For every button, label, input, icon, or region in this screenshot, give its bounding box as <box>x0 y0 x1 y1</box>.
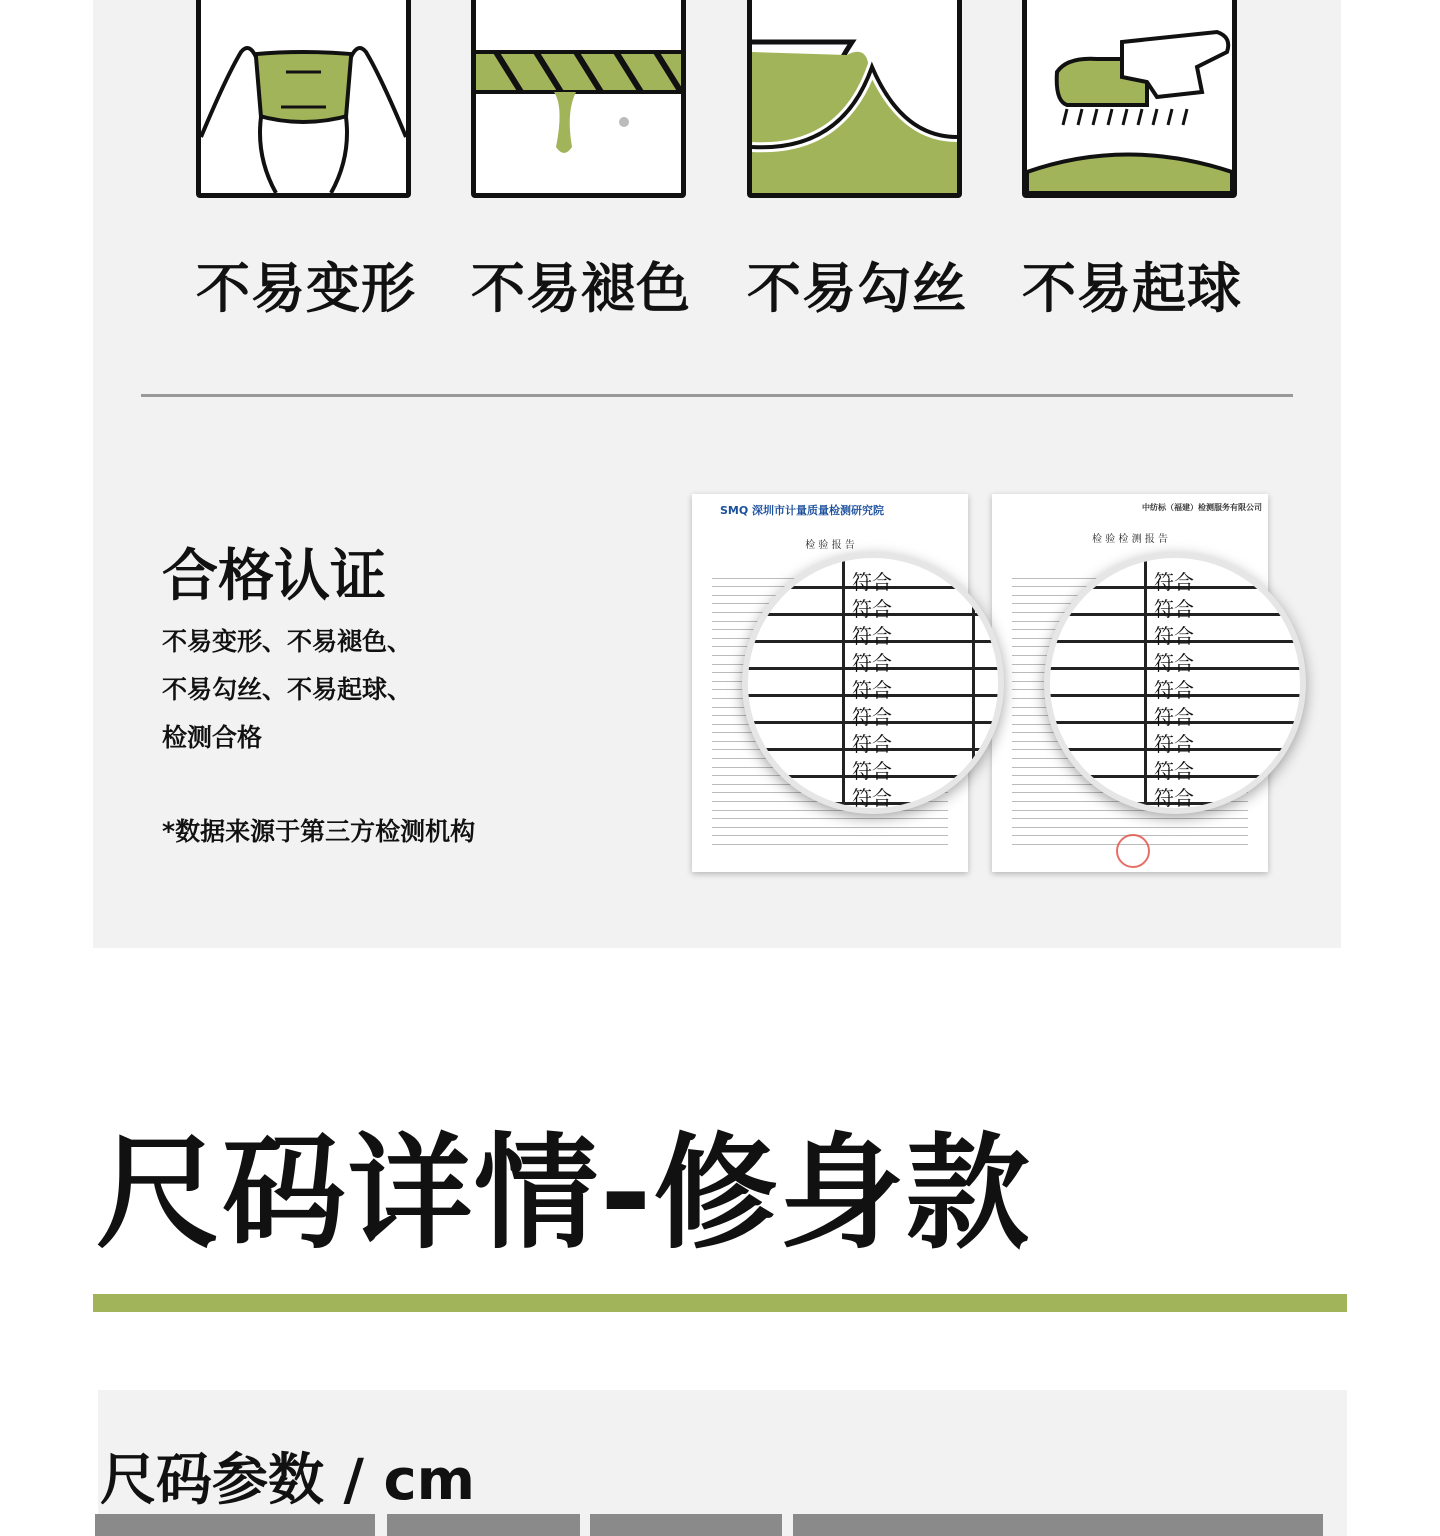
feature-label: 不易变形 <box>196 257 416 320</box>
size-section-heading: 尺码详情-修身款 <box>96 1122 1032 1266</box>
result-cell: 符合 <box>852 705 892 729</box>
result-cell: 符合 <box>1154 732 1194 756</box>
official-seal <box>1116 834 1150 868</box>
result-cell: 符合 <box>852 732 892 756</box>
feature-label: 不易褪色 <box>471 257 691 320</box>
table-header-cell <box>95 1514 375 1536</box>
report-org: 中纺标（福建）检测服务有限公司 <box>1142 503 1262 512</box>
result-cell: 符合 <box>852 678 892 702</box>
report-title: 检 验 检 测 报 告 <box>1092 534 1168 545</box>
magnifier-lens <box>1044 552 1306 814</box>
snag-thread-icon <box>747 0 962 198</box>
data-source-note: *数据来源于第三方检测机构 <box>162 817 476 846</box>
result-cell: 符合 <box>1154 678 1194 702</box>
table-header-cell <box>793 1514 1323 1536</box>
result-cell: 符合 <box>852 570 892 594</box>
stretch-fabric-icon <box>196 0 411 198</box>
result-cell: 符合 <box>1154 786 1194 810</box>
report-title: 检 验 报 告 <box>805 540 855 551</box>
table-header-cell <box>590 1514 782 1536</box>
result-cell: 符合 <box>852 759 892 783</box>
section-divider <box>141 394 1293 397</box>
result-cell: 符合 <box>852 651 892 675</box>
result-cell: 符合 <box>1154 759 1194 783</box>
result-cell: 符合 <box>852 786 892 810</box>
table-header-cell <box>387 1514 580 1536</box>
result-cell: 符合 <box>1154 624 1194 648</box>
certification-line: 不易勾丝、不易起球、 <box>162 675 413 704</box>
dye-drip-icon <box>471 0 686 198</box>
brush-pilling-icon <box>1022 0 1237 198</box>
certification-line: 不易变形、不易褪色、 <box>162 627 413 656</box>
report-org: SMQ 深圳市计量质量检测研究院 <box>720 504 885 517</box>
result-cell: 符合 <box>1154 570 1194 594</box>
accent-bar <box>93 1294 1347 1312</box>
certification-title: 合格认证 <box>162 544 386 609</box>
result-cell: 符合 <box>1154 651 1194 675</box>
feature-label: 不易勾丝 <box>747 257 967 320</box>
size-params-title: 尺码参数 / cm <box>100 1448 475 1513</box>
result-cell: 符合 <box>852 624 892 648</box>
certification-line: 检测合格 <box>162 723 263 752</box>
result-cell: 符合 <box>852 597 892 621</box>
magnifier-lens <box>742 552 1004 814</box>
result-cell: 符合 <box>1154 705 1194 729</box>
result-cell: 符合 <box>1154 597 1194 621</box>
feature-label: 不易起球 <box>1022 257 1242 320</box>
